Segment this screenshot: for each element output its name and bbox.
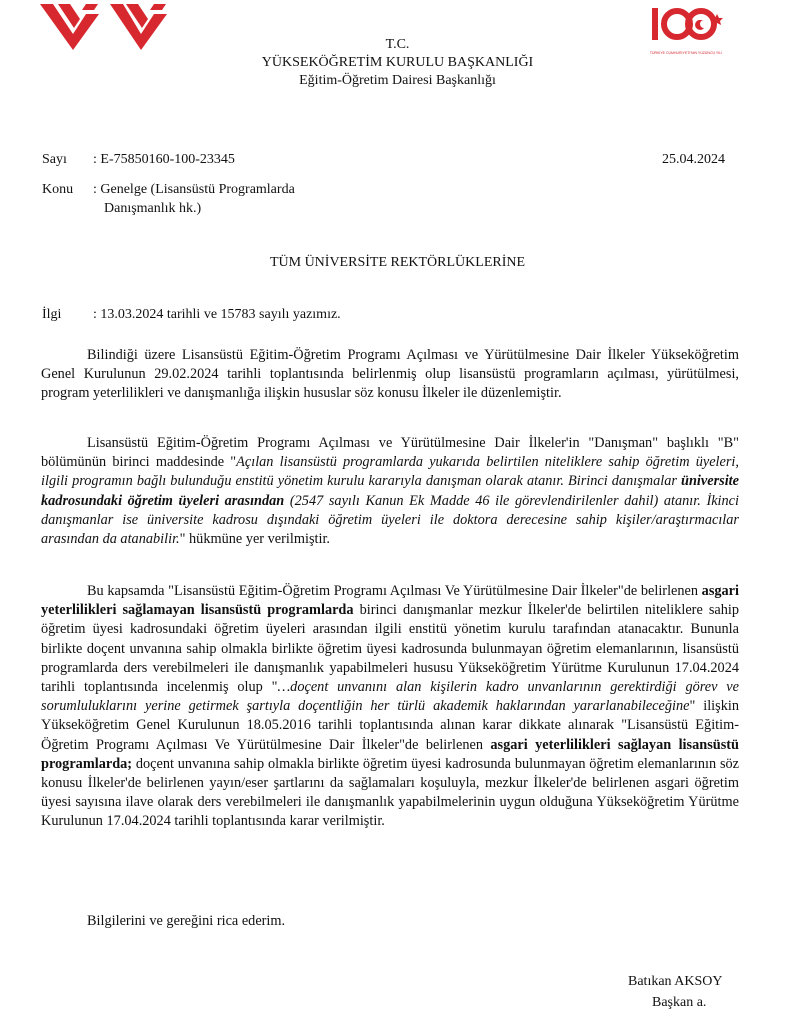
centennial-caption: TÜRKİYE CUMHURİYETİ'NİN YÜZÜNCÜ YILI <box>649 51 723 55</box>
ilgi-label: İlgi <box>42 307 62 322</box>
paragraph-3: Bu kapsamda "Lisansüstü Eğitim-Öğretim Programı Açılması Ve Yürütülmesine Dair İlkeler"de belirlenen asgari yeterlilikleri sağlamayan lisansüstü programlarda birinci danışmanlar mezkur İlkeler'de belirtilen niteliklere sahip öğretim üyesi kadrosundaki öğretim üyeleri arasından ilgili enstitü yönetim kurulu tarafından atanacaktır. Bununla birlikte doçent unvanına sahip olmakla birlikte öğretim üyesi kadrosunda bulunmayan öğretim elemanlarının, lisansüstü programlarda ders verebilmeleri ile danışmanlık yapabilmeleri hususu Yükseköğretim Yürütme Kurulunun 17.04.2024 tarihli toplantısında incelenmiş olup "…doçent unvanını alan kişilerin kadro unvanlarının gerektirdiği görev ve sorumluluklarını yerine getirmek şartıyla doçentliğin her türlü akademik haklarından yararlanabileceğine" ilişkin Yükseköğretim Genel Kurulunun 18.05.2016 tarihli toplantısında alınan karar dikkate alınarak "Lisansüstü Eğitim-Öğretim Programı Açılması Ve Yürütülmesine Dair İlkeler"de belirlenen asgari yeterlilikleri sağlayan lisansüstü programlarda; doçent unvanına sahip olmakla birlikte öğretim üyesi kadrosunda bulunmayan öğretim elemanlarının söz konusu İlkeler'de belirlenen yayın/eser şartlarını da sağlamaları koşuluyla, mezkur İlkeler'de belirlenen asgari öğretim üyesi sayısına ilave olarak ders verebilmeleri ile danışmanlık yapabilmelerinin uygun olduğuna Yükseköğretim Yürütme Kurulunun 17.04.2024 tarihli toplantısında karar verilmiştir. <box>41 583 740 830</box>
konu-value-line2: Danışmanlık hk.) <box>104 201 202 216</box>
header-department: Eğitim-Öğretim Dairesi Başkanlığı <box>299 73 496 88</box>
ilgi-value: : 13.03.2024 tarihli ve 15783 sayılı yazımız. <box>93 307 341 322</box>
paragraph-2: Lisansüstü Eğitim-Öğretim Programı Açılması ve Yürütülmesine Dair İlkeler'in "Danışman" başlıklı "B" bölümünün birinci maddesinde "Açılan lisansüstü programlarda yukarıda belirtilen niteliklere sahip öğretim üyeleri, ilgili programın bağlı bulunduğu enstitü yönetim kurulu kararıyla danışman olarak atanır. Birinci danışmalar üniversite kadrosundaki öğretim üyeleri arasından (2547 sayılı Kanun Ek Madde 46 ile görevlendirilenler dahil) atanır. İkinci danışmanlar ise üniversite kadrosu dışındaki öğretim üyeleri ile doktora derecesine sahip kişiler/araştırmacılar arasından da atanabilir." hükmüne yer verilmiştir. <box>41 435 739 548</box>
recipient-heading: TÜM ÜNİVERSİTE REKTÖRLÜKLERİNE <box>269 255 526 270</box>
document-date: 25.04.2024 <box>662 152 725 167</box>
header-tc: T.C. <box>385 37 410 52</box>
signatory-title: Başkan a. <box>652 995 707 1010</box>
sayi-value: : E-75850160-100-23345 <box>93 152 235 167</box>
signatory-name: Batıkan AKSOY <box>628 974 723 989</box>
paragraph-closing: Bilgilerini ve gereğini rica ederim. <box>87 913 286 929</box>
sayi-label: Sayı <box>42 152 67 167</box>
paragraph-1: Bilindiği üzere Lisansüstü Eğitim-Öğretim Programı Açılması ve Yürütülmesine Dair İlkeler Yükseköğretim Genel Kurulunun 29.02.2024 tarihli toplantısında belirlenmiş olup lisansüstü programların açılması, yürütülmesi, program yeterlilikleri ve danışmanlığa ilişkin hususlar söz konusu İlkeler ile düzenlemiştir. <box>41 347 739 402</box>
konu-label: Konu <box>42 182 74 197</box>
header-institution: YÜKSEKÖĞRETİM KURULU BAŞKANLIĞI <box>261 55 534 70</box>
konu-value-line1: : Genelge (Lisansüstü Programlarda <box>93 182 295 197</box>
